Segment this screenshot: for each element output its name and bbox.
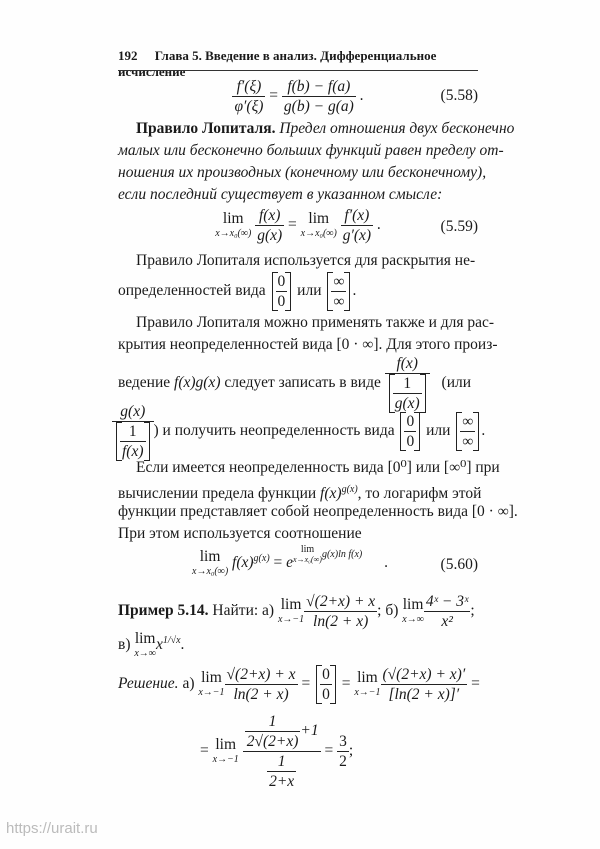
denominator: g(x): [394, 395, 420, 412]
denominator: 2√(2+x): [246, 733, 299, 750]
numerator: 1: [267, 752, 296, 772]
denominator: ln(2 + x): [313, 613, 369, 630]
rule-line-3: ношения их производных (конечному или бесконечному),: [118, 164, 487, 181]
equation-5-59: lim x→x₀(∞) $\frac{f(x)}{g(x)}$ = lim x→x₀(∞) $\frac{f'(x)}{g'(x)}$ .: [215, 207, 381, 244]
text: определенностей вида: [118, 282, 266, 300]
rule-line-2: малых или бесконечно больших функций равен пределу от-: [118, 142, 504, 159]
math: f(x): [232, 554, 254, 572]
lim: lim: [357, 668, 378, 686]
text: Найти: а): [212, 602, 275, 620]
math: f(x)g(x): [174, 374, 221, 392]
lim: lim: [280, 595, 302, 613]
math: 1/√x: [162, 635, 181, 646]
numerator: ∞: [462, 413, 474, 430]
numerator: ∞: [333, 273, 345, 290]
solution-line: Решение. а) lim x→−1 $\frac{√(2+x) + x}{\ln(2 + x)}$ = $\frac{0}{0}$ = lim x→−1 $\frac{(√(2+x) + x)'}{[\ln(2 + x)]'}$ =: [118, 666, 480, 703]
lim-sub: x→x₀(∞): [300, 227, 337, 239]
lim: lim: [134, 629, 156, 647]
lim: lim: [199, 547, 221, 565]
example-title: Пример 5.14.: [118, 602, 209, 620]
paragraph-line: При этом используется соотношение: [118, 525, 362, 542]
rule-line-1: [118, 118, 515, 140]
lim-sub: x→∞: [402, 613, 424, 625]
text: а): [182, 675, 195, 693]
page-number: 192: [118, 48, 138, 63]
denominator: g′(x): [342, 227, 372, 244]
equation-5-60: lim x→x₀(∞) $f(x)^{g(x)} = e$ $^{lim x\to x_0(\infty) g(x)ln f(x)}$ .: [192, 543, 388, 577]
denominator: 2: [339, 753, 347, 770]
numerator: f(x): [385, 354, 430, 374]
lim: lim: [300, 543, 315, 555]
running-header: [118, 48, 478, 80]
paragraph-line: функции представляет собой неопределенность вида [0 · ∞].: [118, 503, 518, 520]
paragraph-line: Если имеется неопределенность вида [0⁰] или [∞⁰] при: [136, 459, 500, 476]
term: Правило Лопиталя.: [136, 120, 276, 137]
text: в): [118, 636, 131, 654]
text: или: [297, 282, 322, 300]
denominator: 0: [322, 686, 330, 703]
numerator: 1: [245, 712, 301, 732]
numerator: 1: [393, 374, 422, 394]
numerator: f(x): [255, 206, 284, 226]
paragraph-line: $\frac{g(x)}{\frac{1}{f(x)}}$ ) и получить неопределенность вида $\frac{0}{0}$ или ∞ ∞ .: [112, 402, 472, 461]
numerator: f′(ξ): [232, 77, 265, 97]
paragraph-line: Правило Лопиталя используется для раскрытия не-: [136, 252, 476, 269]
equation-label: (5.60): [440, 556, 478, 573]
lim-sub: x→x₀(∞): [192, 565, 229, 577]
math: f(x): [320, 485, 342, 503]
lim-sub: x→x₀(∞): [293, 554, 322, 564]
denominator: [ln(2 + x)]′: [388, 686, 460, 703]
lim-sub: x→−1: [212, 753, 239, 765]
lim-sub: x→−1: [277, 613, 305, 625]
text: ; б): [377, 602, 399, 620]
lim: lim: [215, 735, 237, 753]
lim-sub: x→−1: [198, 686, 225, 698]
denominator: 0: [406, 433, 415, 450]
lim-sub: x→∞: [134, 647, 156, 659]
numerator: 1: [120, 422, 146, 442]
denominator: 0: [277, 293, 286, 310]
math: e: [286, 554, 294, 572]
denominator: ln(2 + x): [233, 686, 289, 703]
numerator: √(2+x) + x: [306, 593, 376, 610]
numerator: (√(2+x) + x)′: [382, 666, 466, 683]
text: вычислении предела функции: [118, 485, 317, 503]
numerator: √(2+x) + x: [226, 666, 296, 683]
paragraph-line: крытия неопределенностей вида [0 · ∞]. Для этого произ-: [118, 336, 498, 353]
numerator: 0: [277, 273, 286, 290]
lim-sub: x→−1: [354, 686, 381, 698]
solution-line: = lim x→−1 $\frac{1}{2√(2+x)}$ +1 $\frac{1}{2+x}$ = $\frac{3}{2}$ ;: [200, 713, 354, 790]
numerator: 0: [322, 666, 330, 683]
denominator: g(x): [257, 227, 283, 244]
denominator: 2+x: [269, 773, 295, 790]
rule-line-4: если последний существует в указанном смысле:: [118, 186, 443, 203]
example-line: Пример 5.14. Найти: а) lim x→−1 $\frac{√(2+x) + x}{\ln(2 + x)}$ ; б) lim x→∞ $\frac{\text{4ˣ − 3ˣ}}{\text{x²}}$ ;: [118, 593, 475, 630]
denominator: g(b) − g(a): [283, 98, 354, 115]
text: , то логарифм этой: [357, 485, 482, 503]
math: g(x): [253, 553, 270, 564]
math: +1: [300, 722, 319, 740]
numerator: 0: [406, 413, 415, 430]
example-line: в) lim x→∞ $x^{1/√x}$.: [118, 629, 185, 659]
paragraph-line: определенностей вида $\frac{0}{0}$ или ∞ ∞ .: [118, 273, 357, 310]
equation-label: (5.59): [440, 218, 478, 235]
numerator: f′(x): [341, 206, 373, 226]
solution-label: Решение.: [118, 675, 179, 693]
lim: lim: [308, 209, 330, 227]
text: следует записать в виде: [224, 374, 381, 392]
denominator: φ′(ξ): [234, 98, 264, 115]
denominator: ∞: [462, 433, 474, 450]
numerator: g(x): [112, 402, 154, 422]
chapter-title: Глава 5. Введение в анализ. Дифференциальное исчисление: [118, 48, 437, 79]
lim: lim: [201, 668, 222, 686]
text: (или: [441, 374, 472, 392]
text: ) и получить неопределенность вида: [153, 422, 395, 440]
header-rule: [118, 70, 478, 71]
denominator: x²: [441, 613, 453, 630]
math: x: [155, 636, 163, 654]
denominator: ∞: [333, 293, 345, 310]
text: Предел отношения двух бесконечно: [279, 120, 515, 137]
paragraph-line: Правило Лопиталя можно применять также и для рас-: [136, 314, 495, 331]
equation-label: (5.58): [440, 87, 478, 104]
lim-sub: x→x₀(∞): [215, 227, 252, 239]
lim: lim: [402, 595, 424, 613]
text: или: [426, 422, 451, 440]
numerator: 4ˣ − 3ˣ: [425, 593, 469, 610]
equation-5-58: $\frac{f'(\xi)}{\varphi'(\xi)}$ = $\frac{f(b) - f(a)}{g(b) - g(a)}$ .: [234, 78, 364, 115]
math: g(x): [341, 484, 358, 495]
text: ведение: [118, 374, 171, 392]
math: g(x)ln f(x): [321, 549, 363, 560]
lim: lim: [222, 209, 244, 227]
source-watermark: https://urait.ru: [6, 820, 98, 837]
numerator: 3: [339, 733, 347, 750]
denominator: f(x): [122, 443, 144, 460]
numerator: f(b) − f(a): [282, 77, 356, 97]
